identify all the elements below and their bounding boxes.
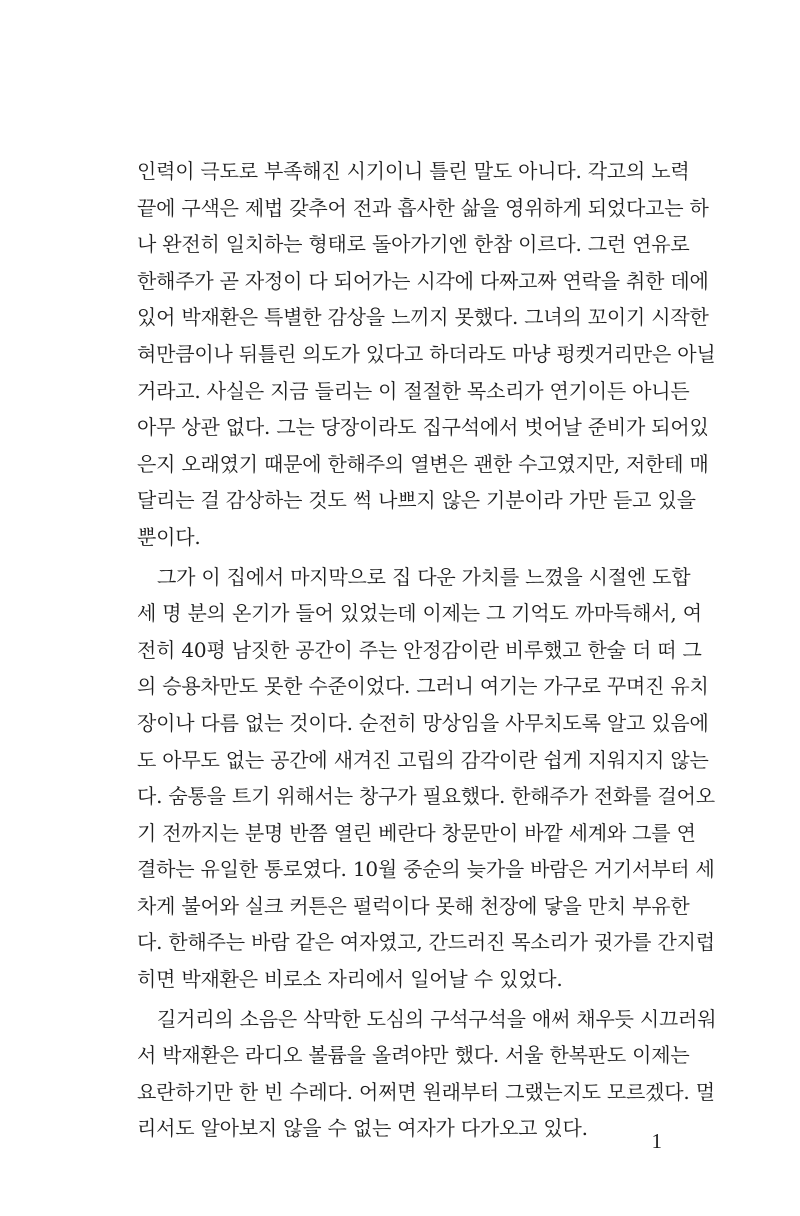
text-line: 세 명 분의 온기가 들어 있었는데 이제는 그 기억도 까마득해서, 여 bbox=[137, 601, 702, 626]
body-text bbox=[137, 153, 717, 1150]
text-line: 리서도 알아보지 않을 수 없는 여자가 다가오고 있다. bbox=[137, 1116, 588, 1141]
paragraph-1 bbox=[137, 153, 716, 556]
text-line: 의 승용차만도 못한 수준이었다. 그러니 여기는 가구로 꾸며진 유치 bbox=[137, 674, 709, 699]
text-line: 도 아무도 없는 공간에 새겨진 고립의 감각이란 쉽게 지워지지 않는 bbox=[137, 747, 709, 772]
text-line: 아무 상관 없다. 그는 당장이라도 집구석에서 벗어날 준비가 되어있 bbox=[137, 415, 709, 440]
paragraph-3 bbox=[137, 1001, 717, 1147]
text-line: 거라고. 사실은 지금 들리는 이 절절한 목소리가 연기이든 아니든 bbox=[137, 378, 690, 403]
text-line: 인력이 극도로 부족해진 시기이니 틀린 말도 아니다. 각고의 노력 bbox=[137, 159, 690, 183]
text-line: 뿐이다. bbox=[137, 524, 201, 549]
text-line: 은지 오래였기 때문에 한해주의 열변은 괜한 수고였지만, 저한테 매 bbox=[137, 451, 709, 476]
text-line: 차게 불어와 실크 커튼은 펄럭이다 못해 천장에 닿을 만치 부유한 bbox=[137, 893, 690, 918]
text-line: 히면 박재환은 비로소 자리에서 일어날 수 있었다. bbox=[137, 967, 563, 992]
text-line: 있어 박재환은 특별한 감상을 느끼지 못했다. 그녀의 꼬이기 시작한 bbox=[137, 305, 709, 330]
text-line: 혀만큼이나 뒤틀린 의도가 있다고 하더라도 마냥 펑켓거리만은 아닐 bbox=[137, 341, 716, 366]
text-line: 다. 한해주는 바람 같은 여자였고, 간드러진 목소리가 귓가를 간지럽 bbox=[137, 930, 715, 955]
text-line: 장이나 다름 없는 것이다. 순전히 망상임을 사무치도록 알고 있음에 bbox=[137, 710, 709, 735]
text-line: 기 전까지는 분명 반쯤 열린 베란다 창문만이 바깥 세계와 그를 연 bbox=[137, 820, 696, 845]
page-number: 1 bbox=[651, 1129, 662, 1153]
text-line: 다. 숨통을 트기 위해서는 창구가 필요했다. 한해주가 전화를 걸어오 bbox=[137, 784, 715, 809]
text-line: 서 박재환은 라디오 볼륨을 올려야만 했다. 서울 한복판도 이제는 bbox=[137, 1043, 690, 1068]
text-line: 요란하기만 한 빈 수레다. 어쩌면 원래부터 그랬는지도 모르겠다. 멀 bbox=[137, 1079, 715, 1104]
text-line: 그가 이 집에서 마지막으로 집 다운 가치를 느꼈을 시절엔 도합 bbox=[157, 564, 691, 589]
text-line: 끝에 구색은 제법 갖추어 전과 흡사한 삶을 영위하게 되었다고는 하 bbox=[137, 195, 709, 220]
text-line: 전히 40평 남짓한 공간이 주는 안정감이란 비루했고 한술 더 떠 그 bbox=[137, 637, 702, 662]
paragraph-2 bbox=[137, 559, 715, 998]
text-line: 한해주가 곧 자정이 다 되어가는 시각에 다짜고짜 연락을 취한 데에 bbox=[137, 268, 709, 293]
text-line: 길거리의 소음은 삭막한 도심의 구석구석을 애써 채우듯 시끄러워 bbox=[157, 1006, 717, 1031]
text-line: 달리는 걸 감상하는 것도 썩 나쁘지 않은 기분이라 가만 듣고 있을 bbox=[137, 488, 696, 513]
text-line: 결하는 유일한 통로였다. 10월 중순의 늦가을 바람은 거기서부터 세 bbox=[137, 857, 715, 882]
text-line: 나 완전히 일치하는 형태로 돌아가기엔 한참 이르다. 그런 연유로 bbox=[137, 232, 690, 257]
